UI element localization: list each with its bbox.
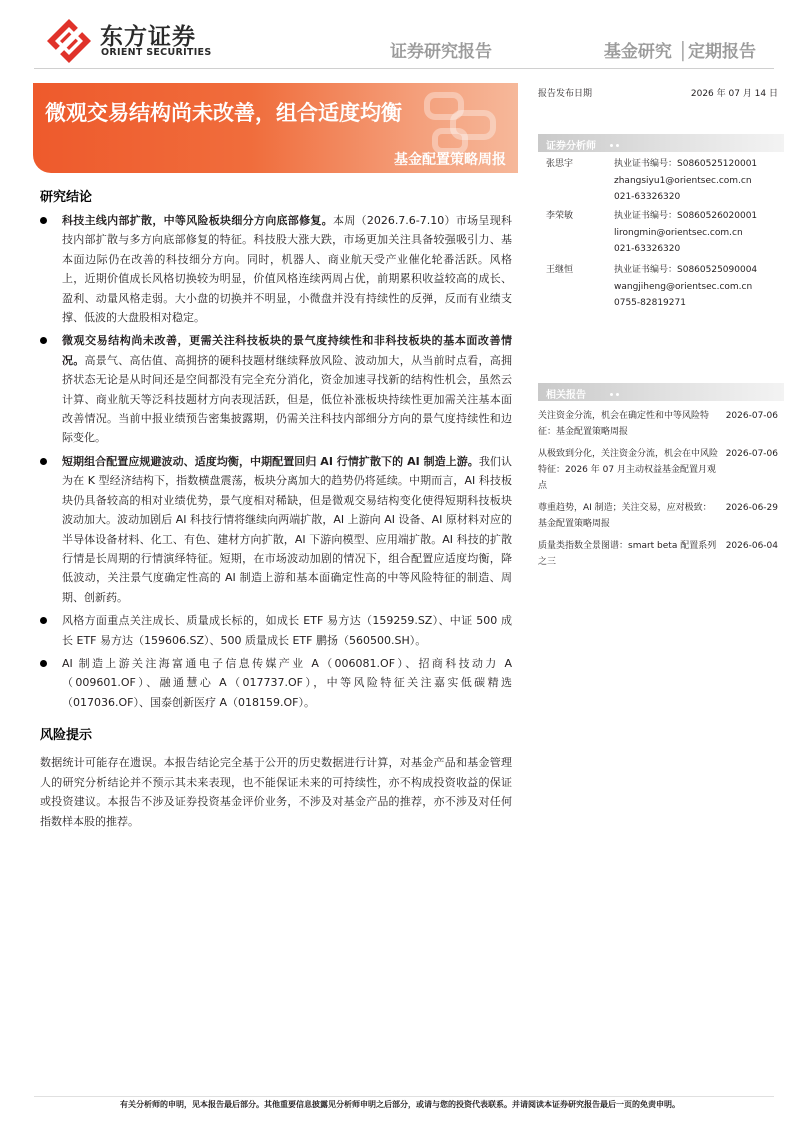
company-logo — [46, 18, 246, 64]
related-report-title[interactable]: 从极致到分化，关注资金分流，机会在中风险特征：2026 年 07 月主动权益基金配置月观点 — [538, 449, 719, 491]
related-report-item[interactable] — [538, 538, 784, 570]
analyst-name: 张思宇 — [546, 159, 574, 169]
item-text: 我们认为在 K 型经济结构下，指数横盘震荡，板块分离加大的趋势仍将延续。中期而言，AI 科技板块仍具备较高的相对业绩优势，景气度相对稀缺，但是微观交易结构变化使得短期科技板块波动加大。波动加剧后 AI 科技行情将继续向两端扩散，AI 上游向 AI 设备、AI 原材料对应的半导体设备材料、化工、有色、建材方向扩散，AI 下游向模型、应用端扩散。AI 科技的扩散行情是长周期的行情演绎特征。短期，在市场波动加剧的情况下，组合配置应适度均衡，降低波动，关注景气度确定性高的 AI 制造上游和基本面确定性高的中等风险特征的制造、周期、创新药。 — [62, 454, 512, 604]
title-banner — [33, 83, 518, 173]
analyst-email[interactable]: zhangsiyu1@orientsec.com.cn — [614, 175, 752, 186]
related-report-title[interactable]: 质量类指数全景图谱：smart beta 配置系列之三 — [538, 541, 717, 567]
list-item — [40, 331, 512, 447]
dot-icon — [610, 393, 613, 396]
item-text: AI 制造上游关注海富通电子信息传媒产业 A（006081.OF）、招商科技动力 A（009601.OF）、融通慧心 A（017737.OF），中等风险特征关注嘉实低碳精选（017036.OF）、国泰创新医疗 A（018159.OF）。 — [62, 656, 512, 709]
related-report-date: 2026-06-29 — [725, 503, 778, 513]
analyst-name: 李荣敏 — [546, 211, 574, 221]
publish-date-value: 2026 年 07 月 14 日 — [690, 89, 778, 99]
analyst-phone: 0755-82819271 — [614, 298, 686, 308]
risk-warning — [40, 724, 512, 831]
analyst-phone: 021-63326320 — [614, 244, 681, 254]
analyst-email[interactable]: wangjiheng@orientsec.com.cn — [614, 281, 753, 292]
dot-icon — [616, 393, 619, 396]
related-report-title[interactable]: 关注资金分流，机会在确定性和中等风险特征：基金配置策略周报 — [538, 411, 710, 437]
research-conclusion — [40, 186, 512, 716]
risk-text: 数据统计可能存在遗误。本报告结论完全基于公开的历史数据进行计算，对基金产品和基金管理人的研究分析结论并不预示其未来表现，也不能保证未来的可持续性，亦不构成投资收益的保证或投资建议。本报告不涉及证券投资基金评价业务，不涉及对基金产品的推荐，亦不涉及对任何指数样本股的推荐。 — [40, 756, 512, 828]
orient-logo-icon — [46, 18, 92, 64]
related-report-item[interactable] — [538, 500, 784, 532]
list-item — [40, 654, 512, 712]
item-bold-lead: 科技主线内部扩散，中等风险板块细分方向底部修复。 — [62, 214, 333, 227]
item-bold-lead: 微观交易结构尚未改善，更需关注科技板块的景气度持续性和非科技板块的基本面改善情况。 — [62, 334, 512, 367]
related-header — [538, 383, 784, 401]
logo-chinese-text: 东方证券 — [100, 24, 196, 50]
related-report-item[interactable] — [538, 408, 784, 440]
analyst-info — [614, 156, 757, 206]
analyst-cert: 执业证书编号：S0860526020001 — [614, 211, 758, 221]
analyst-phone: 021-63326320 — [614, 192, 681, 202]
footer-divider — [34, 1096, 774, 1097]
list-item — [40, 211, 512, 327]
page-header — [0, 0, 800, 70]
section-title: 风险提示 — [40, 728, 93, 743]
report-subtitle: 基金配置策略周报 — [394, 152, 506, 168]
analyst-email[interactable]: lirongmin@orientsec.com.cn — [614, 227, 743, 238]
related-report-title[interactable]: 尊重趋势，AI 制造；关注交易，应对极致：基金配置策略周报 — [538, 503, 712, 529]
dot-icon — [616, 144, 619, 147]
section-title: 研究结论 — [40, 190, 93, 205]
item-text: 风格方面重点关注成长、质量成长标的，如成长 ETF 易方达（159259.SZ）、中证 500 成长 ETF 易方达（159606.SZ）、500 质量成长 ETF 鹏扬（560500.SH）。 — [62, 614, 512, 647]
item-text: 高景气、高估值、高拥挤的硬科技题材继续释放风险、波动加大，从当前时点看，高拥挤状态无论是从时间还是空间都没有完全充分消化，资金加速寻找新的结构性机会，虽然云计算、商业航天等泛科技题材方向表现活跃，但是，低位补涨板块持续性更加需关注基本面改善情况。当前中报业绩预告密集披露期，仍需关注科技内部细分方向的景气度持续性和边际变化。 — [62, 353, 512, 445]
related-report-date: 2026-07-06 — [725, 449, 778, 459]
analyst-info — [614, 208, 757, 258]
dot-icon — [610, 144, 613, 147]
logo-english-text: ORIENT SECURITIES — [101, 47, 212, 58]
list-item — [40, 452, 512, 607]
item-bold-lead: 短期组合配置应规避波动、适度均衡，中期配置回归 AI 行情扩散下的 AI 制造上游。 — [62, 454, 479, 468]
publish-date-label: 报告发布日期 — [538, 89, 593, 99]
analysts-header-label: 证券分析师 — [546, 141, 596, 152]
conclusion-list — [40, 211, 512, 712]
report-title: 微观交易结构尚未改善，组合适度均衡 — [45, 101, 402, 125]
analyst-name: 王继恒 — [546, 265, 574, 275]
related-header-label: 相关报告 — [546, 390, 586, 401]
analyst-cert: 执业证书编号：S0860525090004 — [614, 265, 758, 275]
item-text: 本周（2026.7.6-7.10）市场呈现科技内部扩散与多方向底部修复的特征。科技股大涨大跌，市场更加关注具备较强吸引力、基本面边际仍在改善的科技细分方向。同时，机器人、商业航天受产业催化轮番活跃。风格上，近期价值成长风格切换较为明显，价值风格连续两周占优，前期累积收益较高的成长、盈利、动量风格走弱。大小盘的切换并不明显，小微盘并没有持续性的反弹，反而有业绩支撑、低波的大盘股相对稳定。 — [62, 214, 513, 325]
header-divider — [34, 68, 774, 69]
footer-disclaimer: 有关分析师的申明，见本报告最后部分。其他重要信息披露见分析师申明之后部分，或请与您的投资代表联系。并请阅读本证券研究报告最后一页的免责申明。 — [120, 1100, 680, 1109]
related-report-date: 2026-07-06 — [725, 411, 778, 421]
analysts-header — [538, 134, 784, 152]
related-report-date: 2026-06-04 — [725, 541, 778, 551]
analyst-info — [614, 262, 757, 312]
list-item — [40, 611, 512, 650]
analyst-cert: 执业证书编号：S0860525120001 — [614, 159, 758, 169]
related-report-item[interactable] — [538, 446, 784, 494]
report-type: 证券研究报告 — [390, 42, 492, 62]
report-category: 基金研究 │定期报告 — [603, 42, 756, 62]
related-reports-list — [538, 408, 784, 576]
